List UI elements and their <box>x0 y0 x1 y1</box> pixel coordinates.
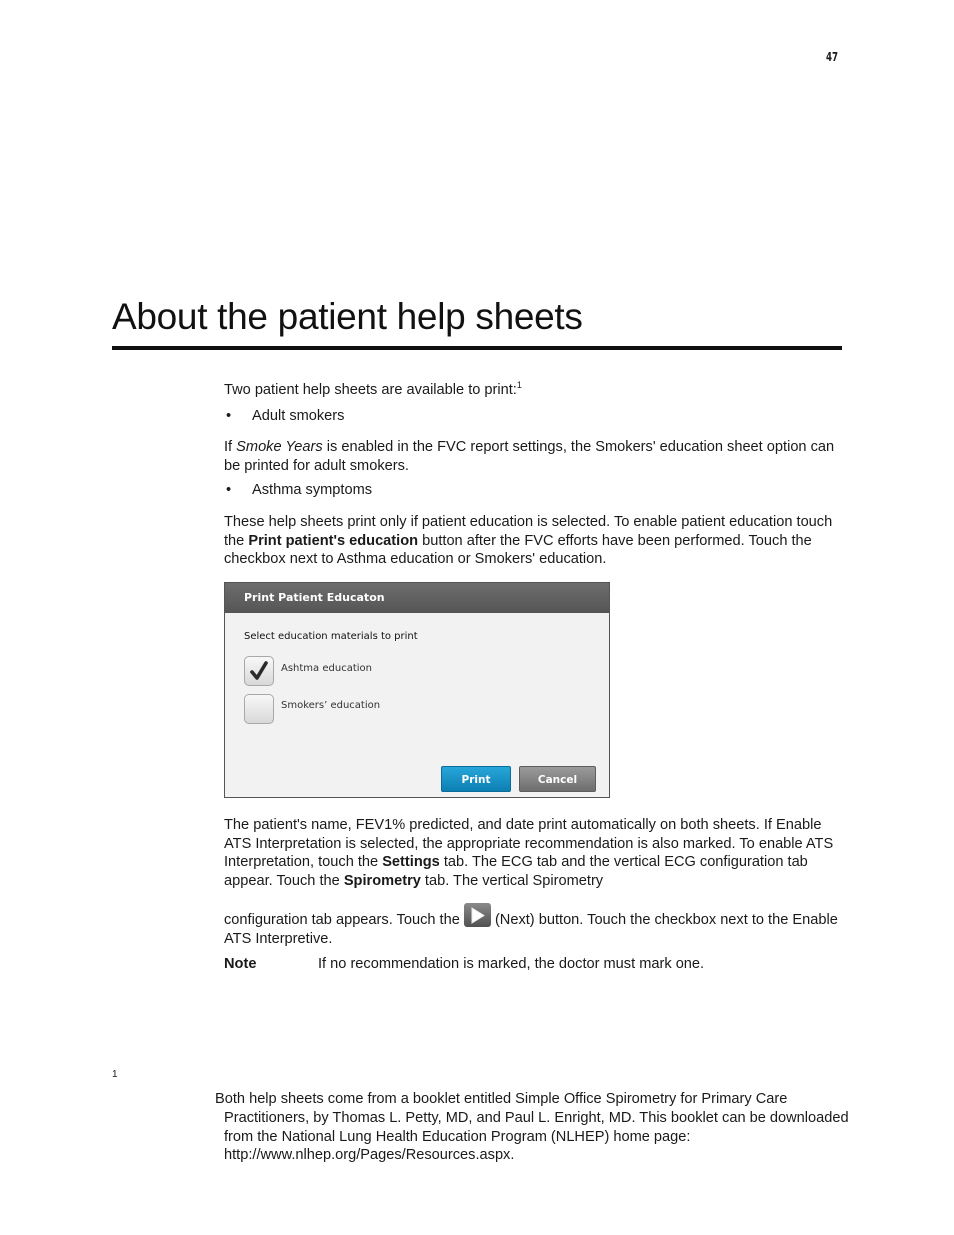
bullet-text: Asthma symptoms <box>252 482 373 498</box>
page-title: About the patient help sheets <box>112 296 583 337</box>
config-para-pre: configuration tab appears. Touch the <box>224 912 464 928</box>
name-para-mid: tab. The ECG tab and the vertical ECG configuration tab appear. Touch the <box>224 854 808 889</box>
print-button[interactable]: Print <box>441 766 511 792</box>
ats-interpretation-paragraph <box>224 816 844 890</box>
configuration-paragraph <box>224 903 844 948</box>
asthma-education-label[interactable]: Ashtma education <box>281 663 372 674</box>
bullet-text: Adult smokers <box>252 408 345 424</box>
checkmark-icon <box>248 660 270 682</box>
smoke-years-emphasis: Smoke Years <box>236 439 323 455</box>
note-text: If no recommendation is marked, the doctor must mark one. <box>318 956 705 972</box>
name-para-pre: The patient's name, FEV1% predicted, and date print automatically on both sheets. If Enable ATS Interpretation is selected, the appropriate recommendation is also marked. To enable ATS Interpretation, touch the <box>224 817 834 870</box>
smoke-years-paragraph <box>224 438 844 475</box>
spirometry-term: Spirometry <box>343 872 421 889</box>
smoke-para-pre: If <box>224 439 237 455</box>
intro-text: Two patient help sheets are available to print: <box>224 382 517 398</box>
help-para-post: button after the FVC efforts have been performed. Touch the checkbox next to Asthma education or Smokers' education. <box>224 532 812 567</box>
help-sheets-paragraph <box>224 513 844 569</box>
bullet-symbol: • <box>226 408 232 424</box>
bullet-symbol: • <box>226 482 232 498</box>
footnote-ref[interactable]: 1 <box>516 380 522 390</box>
name-para-post: tab. The vertical Spirometry <box>420 872 604 889</box>
config-para-post: (Next) button. Touch the checkbox next to the Enable ATS Interpretive. <box>224 912 838 947</box>
footnote-text: Both help sheets come from a booklet entitled Simple Office Spirometry for Primary Care Practitioners, by Thomas L. Petty, MD, and Paul L. Enright, MD. This booklet can be downloaded from the National Lung Health Education Program (NLHEP) home page: http://www.nlhep.org/Pages/Resources.aspx. <box>215 1091 849 1164</box>
smokers-education-checkbox[interactable] <box>244 694 274 724</box>
title-rule <box>112 346 842 350</box>
smokers-education-label[interactable]: Smokers’ education <box>281 700 381 711</box>
smoke-para-post: is enabled in the FVC report settings, the Smokers' education sheet option can be printed for adult smokers. <box>224 439 835 474</box>
dialog-instruction: Select education materials to print <box>244 631 418 642</box>
print-education-term: Print patient's education <box>248 532 419 549</box>
settings-term: Settings <box>382 854 440 870</box>
footnote-marker: 1 <box>112 1069 118 1080</box>
asthma-education-checkbox[interactable] <box>244 656 274 686</box>
dialog-title: Print Patient Educaton <box>225 583 609 613</box>
note-label: Note <box>224 956 257 972</box>
print-patient-education-dialog <box>224 582 610 798</box>
next-arrow-icon <box>464 903 491 927</box>
intro-paragraph <box>224 381 844 400</box>
help-para-pre: These help sheets print only if patient education is selected. To enable patient education touch the <box>224 514 833 549</box>
cancel-button[interactable]: Cancel <box>519 766 596 792</box>
page-number: 47 <box>826 50 839 64</box>
